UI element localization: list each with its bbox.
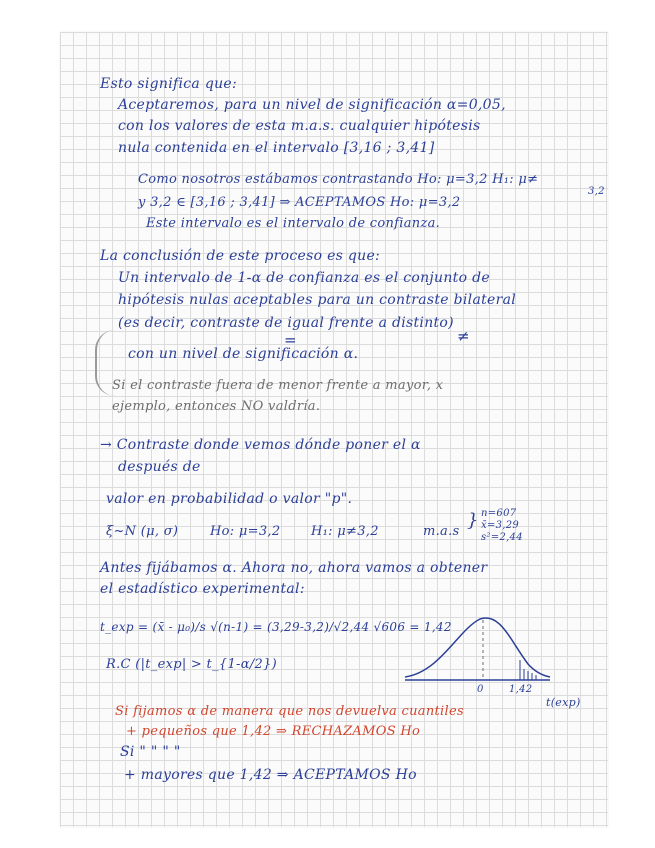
note-line: + mayores que 1,42 ⇒ ACEPTAMOS Ho bbox=[124, 767, 417, 783]
note-line: y 3,2 ∈ [3,16 ; 3,41] ⇒ ACEPTAMOS Ho: μ=3,2 bbox=[138, 195, 461, 210]
curve-zero-label: 0 bbox=[477, 684, 484, 695]
note-line: ejemplo, entonces NO valdría. bbox=[112, 399, 321, 414]
note-line: Si el contraste fuera de menor frente a mayor, x bbox=[112, 378, 444, 393]
curve-value-label: 1,42 bbox=[509, 684, 533, 695]
note-line: Como nosotros estábamos contrastando Ho: μ=3,2 H₁: μ≠ bbox=[138, 172, 539, 187]
curve-axis-label: t(exp) bbox=[546, 696, 581, 709]
note-line: Un intervalo de 1-α de confianza es el conjunto de bbox=[118, 270, 490, 286]
note-line: x̄=3,29 bbox=[481, 520, 520, 531]
note-line: valor en probabilidad o valor "p". bbox=[106, 491, 353, 507]
note-line: con un nivel de significación α. bbox=[128, 346, 359, 362]
note-line: Si fijamos α de manera que nos devuelva cuantiles bbox=[115, 704, 464, 719]
formula: t_exp = (x̄ - μ₀)/s √(n-1) = (3,29-3,2)/√2,44 √606 = 1,42 bbox=[100, 620, 452, 634]
note-line: Antes fijábamos α. Ahora no, ahora vamos a obtener bbox=[100, 560, 488, 576]
note-line: m.a.s bbox=[423, 524, 460, 539]
note-line: con los valores de esta m.a.s. cualquier hipótesis bbox=[118, 118, 481, 134]
note-line: → Contraste donde vemos dónde poner el α bbox=[100, 437, 421, 453]
not-equal-mark: ≠ bbox=[457, 327, 470, 345]
note-line: + pequeños que 1,42 ⇒ RECHAZAMOS Ho bbox=[126, 724, 421, 739]
brace-mark: } bbox=[467, 510, 479, 531]
note-line: Si " " " " bbox=[120, 744, 181, 760]
note-line: R.C (|t_exp| > t_{1-α/2}) bbox=[106, 657, 277, 672]
note-line: Este intervalo es el intervalo de confianza. bbox=[146, 216, 441, 231]
heading: Esto significa que: bbox=[100, 76, 238, 92]
note-line: 3,2 bbox=[588, 186, 605, 197]
note-line: (es decir, contraste de igual frente a distinto) bbox=[118, 315, 454, 331]
note-line: hipótesis nulas aceptables para un contraste bilateral bbox=[118, 292, 517, 308]
note-line: después de bbox=[118, 459, 201, 475]
equals-mark: = bbox=[284, 331, 297, 349]
note-line: ξ~N (μ, σ) bbox=[106, 524, 179, 539]
note-line: el estadístico experimental: bbox=[100, 581, 305, 597]
note-line: La conclusión de este proceso es que: bbox=[100, 248, 381, 264]
note-line: Aceptaremos, para un nivel de significación α=0,05, bbox=[118, 97, 506, 113]
note-line: H₁: μ≠3,2 bbox=[311, 524, 379, 539]
note-line: nula contenida en el intervalo [3,16 ; 3,41] bbox=[118, 140, 435, 156]
note-line: n=607 bbox=[481, 508, 517, 519]
note-line: s²=2,44 bbox=[481, 532, 523, 543]
note-line: Ho: μ=3,2 bbox=[210, 524, 281, 539]
